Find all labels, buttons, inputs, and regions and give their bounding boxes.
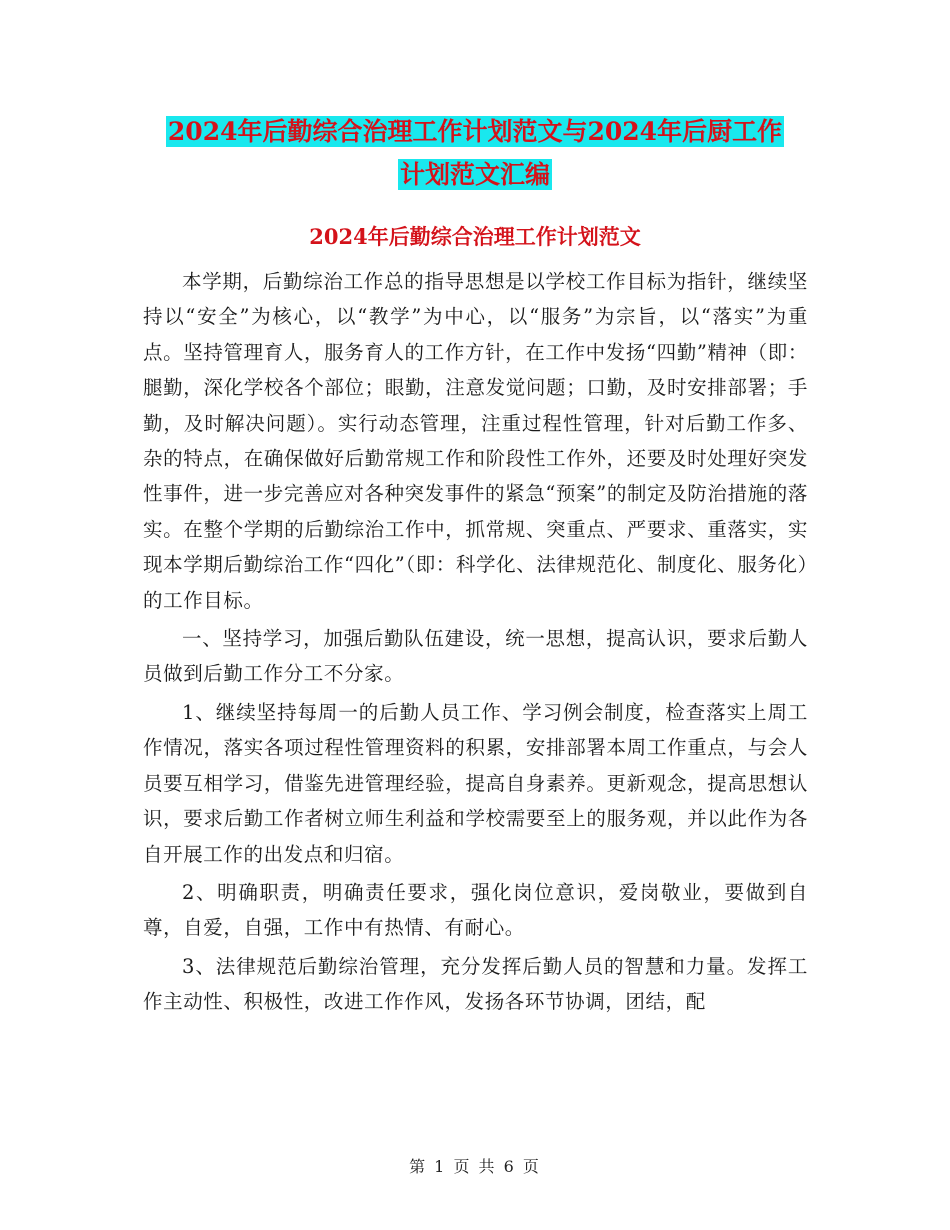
- title-line-1: 2024年后勤综合治理工作计划范文与2024年后厨工作: [167, 117, 783, 146]
- paragraph-item-3: 3、法律规范后勤综治管理，充分发挥后勤人员的智慧和力量。发挥工作主动性、积极性，改进工作作风，发扬各环节协调，团结，配: [143, 954, 808, 1014]
- section-title: 2024年后勤综合治理工作计划范文: [309, 224, 641, 249]
- paragraph-item-2: 2、明确职责，明确责任要求，强化岗位意识，爱岗敬业，要做到自尊，自爱，自强，工作中有热情、有耐心。: [143, 880, 808, 940]
- paragraph-intro: 本学期，后勤综治工作总的指导思想是以学校工作目标为指针，继续坚持以“安全”为核心，以“教学”为中心，以“服务”为宗旨，以“落实”为重点。坚持管理育人，服务育人的工作方针，在工作中发扬“四勤”精神（即：腿勤，深化学校各个部位；眼勤，注意发觉问题；口勤，及时安排部署；手勤，及时解决问题）。实行动态管理，注重过程性管理，针对后勤工作多、杂的特点，在确保做好后勤常规工作和阶段性工作外，还要及时处理好突发性事件，进一步完善应对各种突发事件的紧急“预案”的制定及防治措施的落实。在整个学期的后勤综治工作中，抓常规、突重点、严要求、重落实，实现本学期后勤综治工作“四化”（即：科学化、法律规范化、制度化、服务化）的工作目标。: [143, 270, 808, 612]
- document-title: [0, 110, 950, 196]
- body-text: [143, 264, 808, 1023]
- title-line-2: 计划范文汇编: [399, 160, 550, 189]
- page-number-footer: 第 1 页 共 6 页: [409, 1157, 541, 1176]
- paragraph-section-1: 一、坚持学习，加强后勤队伍建设，统一思想，提高认识，要求后勤人员做到后勤工作分工不分家。: [143, 627, 808, 686]
- paragraph-item-1: 1、继续坚持每周一的后勤人员工作、学习例会制度，检查落实上周工作情况，落实各项过程性管理资料的积累，安排部署本周工作重点，与会人员要互相学习，借鉴先进管理经验，提高自身素养。更新观念，提高思想认识，要求后勤工作者树立师生利益和学校需要至上的服务观，并以此作为各自开展工作的出发点和归宿。: [143, 700, 808, 866]
